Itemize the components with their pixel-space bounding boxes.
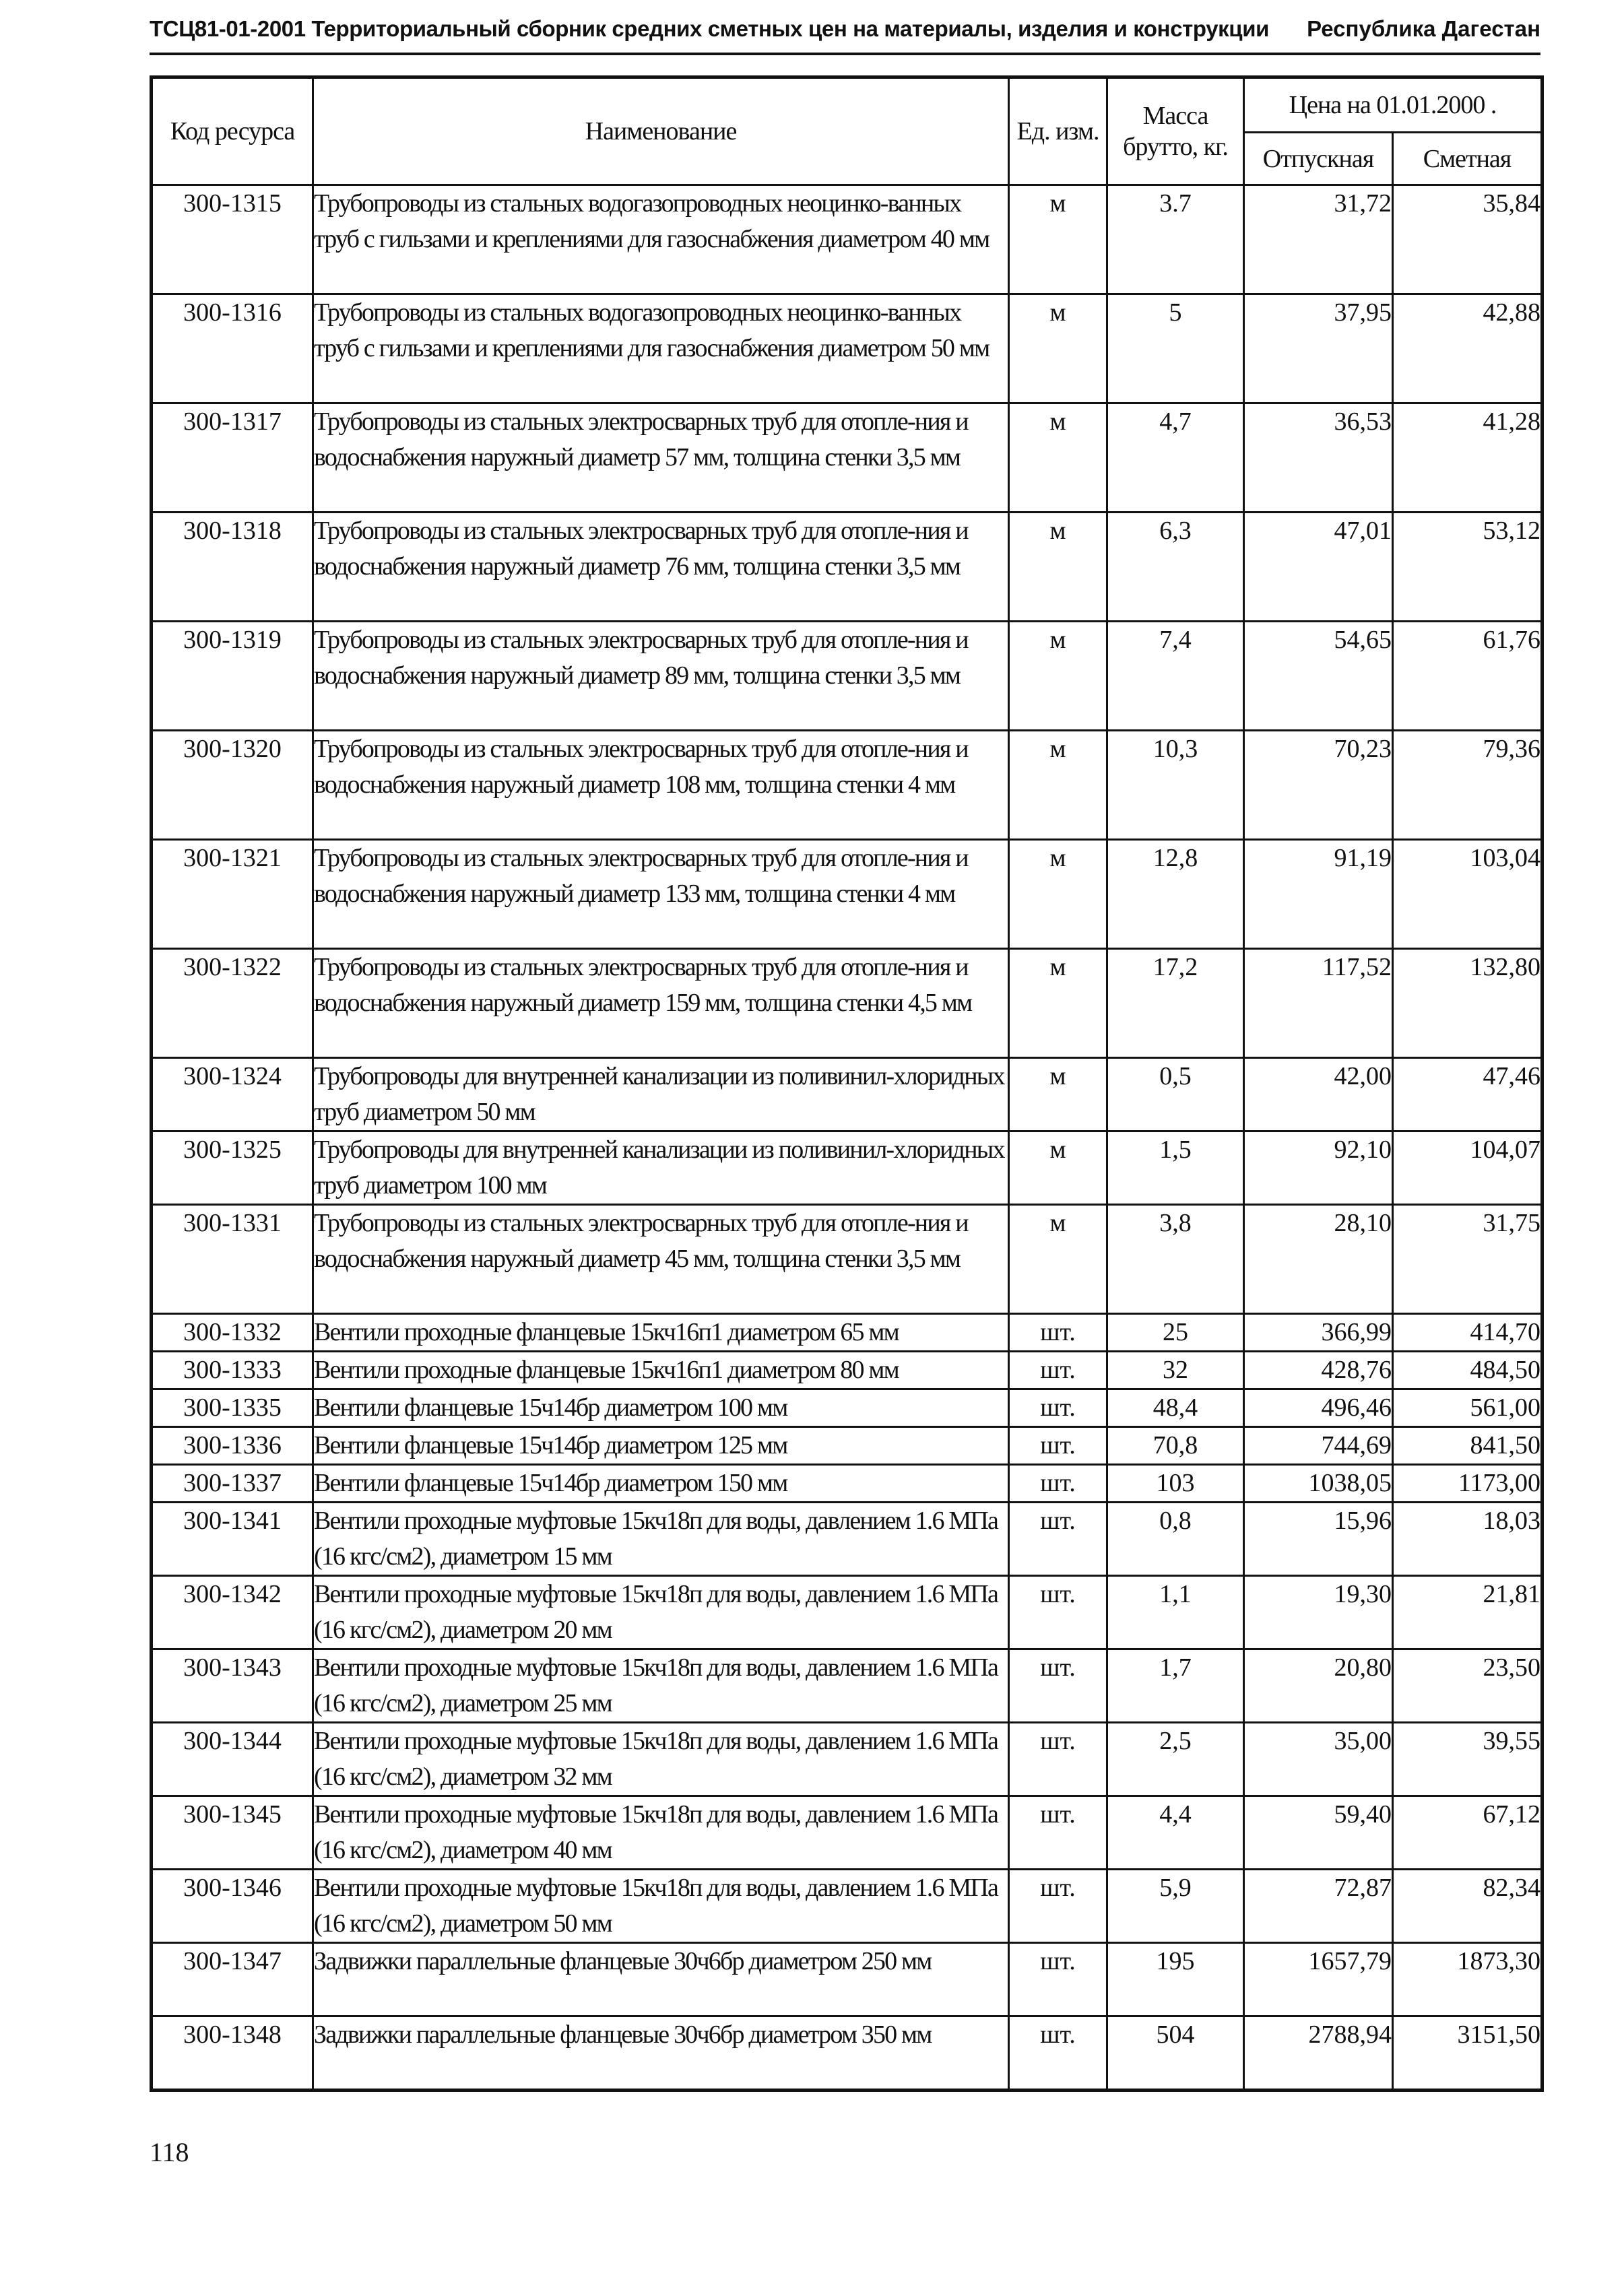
unit-cell: шт. bbox=[1009, 1389, 1107, 1427]
estimate-price: 1173,00 bbox=[1393, 1465, 1542, 1503]
resource-name: Трубопроводы из стальных электросварных труб для отопле-ния и водоснабжения наружный диаметр 57 мм, толщина стенки 3,5 мм bbox=[313, 403, 1009, 513]
resource-name: Вентили проходные муфтовые 15кч18п для воды, давлением 1.6 МПа (16 кгс/см2), диаметром 32 мм bbox=[313, 1723, 1009, 1796]
estimate-price: 3151,50 bbox=[1393, 2016, 1542, 2091]
header-price-release: Отпускная bbox=[1244, 133, 1393, 185]
resource-name: Вентили проходные фланцевые 15кч16п1 диаметром 65 мм bbox=[313, 1314, 1009, 1352]
release-price: 428,76 bbox=[1244, 1352, 1393, 1389]
table-row bbox=[152, 513, 1542, 622]
release-price: 59,40 bbox=[1244, 1796, 1393, 1870]
estimate-price: 61,76 bbox=[1393, 622, 1542, 731]
estimate-price: 484,50 bbox=[1393, 1352, 1542, 1389]
estimate-price: 35,84 bbox=[1393, 185, 1542, 294]
unit-cell: шт. bbox=[1009, 1427, 1107, 1465]
resource-name: Трубопроводы для внутренней канализации из поливинил-хлоридных труб диаметром 50 мм bbox=[313, 1058, 1009, 1131]
mass-cell: 3.7 bbox=[1107, 185, 1244, 294]
unit-cell: шт. bbox=[1009, 2016, 1107, 2091]
unit-cell: шт. bbox=[1009, 1465, 1107, 1503]
resource-code: 300-1346 bbox=[152, 1870, 313, 1943]
resource-code: 300-1344 bbox=[152, 1723, 313, 1796]
resource-name: Вентили проходные муфтовые 15кч18п для воды, давлением 1.6 МПа (16 кгс/см2), диаметром 25 мм bbox=[313, 1649, 1009, 1723]
mass-cell: 3,8 bbox=[1107, 1205, 1244, 1314]
table-row bbox=[152, 185, 1542, 294]
mass-cell: 4,7 bbox=[1107, 403, 1244, 513]
resource-code: 300-1342 bbox=[152, 1576, 313, 1649]
release-price: 92,10 bbox=[1244, 1131, 1393, 1205]
resource-code: 300-1315 bbox=[152, 185, 313, 294]
resource-code: 300-1324 bbox=[152, 1058, 313, 1131]
unit-cell: м bbox=[1009, 513, 1107, 622]
unit-cell: шт. bbox=[1009, 1796, 1107, 1870]
resource-name: Задвижки параллельные фланцевые 30ч6бр диаметром 250 мм bbox=[313, 1943, 1009, 2016]
mass-cell: 32 bbox=[1107, 1352, 1244, 1389]
release-price: 72,87 bbox=[1244, 1870, 1393, 1943]
table-row bbox=[152, 1723, 1542, 1796]
table-row bbox=[152, 1314, 1542, 1352]
unit-cell: м bbox=[1009, 185, 1107, 294]
resource-code: 300-1348 bbox=[152, 2016, 313, 2091]
unit-cell: шт. bbox=[1009, 1870, 1107, 1943]
resource-code: 300-1317 bbox=[152, 403, 313, 513]
table-row bbox=[152, 1870, 1542, 1943]
resource-name: Вентили проходные муфтовые 15кч18п для воды, давлением 1.6 МПа (16 кгс/см2), диаметром 20 мм bbox=[313, 1576, 1009, 1649]
resource-code: 300-1320 bbox=[152, 731, 313, 840]
estimate-price: 21,81 bbox=[1393, 1576, 1542, 1649]
unit-cell: м bbox=[1009, 1058, 1107, 1131]
release-price: 15,96 bbox=[1244, 1503, 1393, 1576]
estimate-price: 39,55 bbox=[1393, 1723, 1542, 1796]
resource-code: 300-1345 bbox=[152, 1796, 313, 1870]
table-row bbox=[152, 731, 1542, 840]
resource-code: 300-1332 bbox=[152, 1314, 313, 1352]
header-price-estimate: Сметная bbox=[1393, 133, 1542, 185]
mass-cell: 12,8 bbox=[1107, 840, 1244, 949]
table-row bbox=[152, 840, 1542, 949]
resource-name: Трубопроводы для внутренней канализации из поливинил-хлоридных труб диаметром 100 мм bbox=[313, 1131, 1009, 1205]
resource-name: Трубопроводы из стальных электросварных труб для отопле-ния и водоснабжения наружный диаметр 89 мм, толщина стенки 3,5 мм bbox=[313, 622, 1009, 731]
estimate-price: 47,46 bbox=[1393, 1058, 1542, 1131]
estimate-price: 18,03 bbox=[1393, 1503, 1542, 1576]
unit-cell: шт. bbox=[1009, 1649, 1107, 1723]
resource-code: 300-1336 bbox=[152, 1427, 313, 1465]
resource-code: 300-1316 bbox=[152, 294, 313, 403]
resource-name: Трубопроводы из стальных электросварных труб для отопле-ния и водоснабжения наружный диаметр 159 мм, толщина стенки 4,5 мм bbox=[313, 949, 1009, 1058]
table-row bbox=[152, 403, 1542, 513]
unit-cell: шт. bbox=[1009, 1943, 1107, 2016]
table-row bbox=[152, 1427, 1542, 1465]
release-price: 35,00 bbox=[1244, 1723, 1393, 1796]
mass-cell: 1,1 bbox=[1107, 1576, 1244, 1649]
release-price: 744,69 bbox=[1244, 1427, 1393, 1465]
resource-code: 300-1341 bbox=[152, 1503, 313, 1576]
table-row bbox=[152, 1576, 1542, 1649]
resource-name: Трубопроводы из стальных водогазопроводных неоцинко-ванных труб с гильзами и креплениями для газоснабжения диаметром 40 мм bbox=[313, 185, 1009, 294]
resource-code: 300-1335 bbox=[152, 1389, 313, 1427]
unit-cell: м bbox=[1009, 622, 1107, 731]
unit-cell: шт. bbox=[1009, 1723, 1107, 1796]
mass-cell: 6,3 bbox=[1107, 513, 1244, 622]
estimate-price: 31,75 bbox=[1393, 1205, 1542, 1314]
table-row bbox=[152, 1649, 1542, 1723]
resource-code: 300-1322 bbox=[152, 949, 313, 1058]
release-price: 31,72 bbox=[1244, 185, 1393, 294]
release-price: 366,99 bbox=[1244, 1314, 1393, 1352]
table-row bbox=[152, 622, 1542, 731]
release-price: 54,65 bbox=[1244, 622, 1393, 731]
mass-cell: 195 bbox=[1107, 1943, 1244, 2016]
header-price: Цена на 01.01.2000 . bbox=[1244, 77, 1542, 133]
resource-name: Вентили проходные фланцевые 15кч16п1 диаметром 80 мм bbox=[313, 1352, 1009, 1389]
table-row bbox=[152, 2016, 1542, 2091]
release-price: 37,95 bbox=[1244, 294, 1393, 403]
resource-code: 300-1333 bbox=[152, 1352, 313, 1389]
resource-name: Вентили проходные муфтовые 15кч18п для воды, давлением 1.6 МПа (16 кгс/см2), диаметром 15 мм bbox=[313, 1503, 1009, 1576]
estimate-price: 23,50 bbox=[1393, 1649, 1542, 1723]
table-body bbox=[152, 185, 1542, 2091]
unit-cell: м bbox=[1009, 840, 1107, 949]
unit-cell: м bbox=[1009, 294, 1107, 403]
release-price: 70,23 bbox=[1244, 731, 1393, 840]
page-header bbox=[150, 15, 1540, 55]
mass-cell: 1,7 bbox=[1107, 1649, 1244, 1723]
unit-cell: шт. bbox=[1009, 1503, 1107, 1576]
resource-code: 300-1347 bbox=[152, 1943, 313, 2016]
release-price: 2788,94 bbox=[1244, 2016, 1393, 2091]
estimate-price: 841,50 bbox=[1393, 1427, 1542, 1465]
header-mass: Масса брутто, кг. bbox=[1107, 77, 1244, 185]
release-price: 1657,79 bbox=[1244, 1943, 1393, 2016]
table-row bbox=[152, 1465, 1542, 1503]
resource-code: 300-1337 bbox=[152, 1465, 313, 1503]
unit-cell: шт. bbox=[1009, 1576, 1107, 1649]
release-price: 42,00 bbox=[1244, 1058, 1393, 1131]
unit-cell: шт. bbox=[1009, 1314, 1107, 1352]
resource-name: Трубопроводы из стальных водогазопроводных неоцинко-ванных труб с гильзами и креплениями для газоснабжения диаметром 50 мм bbox=[313, 294, 1009, 403]
table-row bbox=[152, 1389, 1542, 1427]
resource-code: 300-1319 bbox=[152, 622, 313, 731]
resource-name: Вентили фланцевые 15ч14бр диаметром 150 мм bbox=[313, 1465, 1009, 1503]
resource-name: Вентили фланцевые 15ч14бр диаметром 100 мм bbox=[313, 1389, 1009, 1427]
resource-code: 300-1331 bbox=[152, 1205, 313, 1314]
release-price: 28,10 bbox=[1244, 1205, 1393, 1314]
header-code: Код ресурса bbox=[152, 77, 313, 185]
mass-cell: 1,5 bbox=[1107, 1131, 1244, 1205]
estimate-price: 41,28 bbox=[1393, 403, 1542, 513]
release-price: 91,19 bbox=[1244, 840, 1393, 949]
table-row bbox=[152, 949, 1542, 1058]
mass-cell: 0,5 bbox=[1107, 1058, 1244, 1131]
resource-name: Трубопроводы из стальных электросварных труб для отопле-ния и водоснабжения наружный диаметр 108 мм, толщина стенки 4 мм bbox=[313, 731, 1009, 840]
estimate-price: 103,04 bbox=[1393, 840, 1542, 949]
resource-name: Вентили проходные муфтовые 15кч18п для воды, давлением 1.6 МПа (16 кгс/см2), диаметром 40 мм bbox=[313, 1796, 1009, 1870]
table-row bbox=[152, 1205, 1542, 1314]
mass-cell: 5,9 bbox=[1107, 1870, 1244, 1943]
unit-cell: м bbox=[1009, 403, 1107, 513]
mass-cell: 25 bbox=[1107, 1314, 1244, 1352]
unit-cell: шт. bbox=[1009, 1352, 1107, 1389]
price-table bbox=[150, 75, 1544, 2092]
estimate-price: 82,34 bbox=[1393, 1870, 1542, 1943]
resource-code: 300-1343 bbox=[152, 1649, 313, 1723]
table-row bbox=[152, 1058, 1542, 1131]
unit-cell: м bbox=[1009, 731, 1107, 840]
mass-cell: 4,4 bbox=[1107, 1796, 1244, 1870]
mass-cell: 17,2 bbox=[1107, 949, 1244, 1058]
mass-cell: 504 bbox=[1107, 2016, 1244, 2091]
release-price: 20,80 bbox=[1244, 1649, 1393, 1723]
resource-name: Вентили проходные муфтовые 15кч18п для воды, давлением 1.6 МПа (16 кгс/см2), диаметром 50 мм bbox=[313, 1870, 1009, 1943]
estimate-price: 53,12 bbox=[1393, 513, 1542, 622]
table-row bbox=[152, 1796, 1542, 1870]
mass-cell: 5 bbox=[1107, 294, 1244, 403]
header-name: Наименование bbox=[313, 77, 1009, 185]
estimate-price: 42,88 bbox=[1393, 294, 1542, 403]
estimate-price: 132,80 bbox=[1393, 949, 1542, 1058]
resource-code: 300-1325 bbox=[152, 1131, 313, 1205]
estimate-price: 414,70 bbox=[1393, 1314, 1542, 1352]
mass-cell: 103 bbox=[1107, 1465, 1244, 1503]
table-row bbox=[152, 294, 1542, 403]
estimate-price: 561,00 bbox=[1393, 1389, 1542, 1427]
unit-cell: м bbox=[1009, 949, 1107, 1058]
table-row bbox=[152, 1943, 1542, 2016]
resource-code: 300-1318 bbox=[152, 513, 313, 622]
mass-cell: 7,4 bbox=[1107, 622, 1244, 731]
release-price: 47,01 bbox=[1244, 513, 1393, 622]
table-row bbox=[152, 1503, 1542, 1576]
estimate-price: 104,07 bbox=[1393, 1131, 1542, 1205]
table-row bbox=[152, 1352, 1542, 1389]
collection-title: ТСЦ81-01-2001 Территориальный сборник средних сметных цен на материалы, изделия и конструкции bbox=[150, 16, 1269, 41]
release-price: 496,46 bbox=[1244, 1389, 1393, 1427]
release-price: 36,53 bbox=[1244, 403, 1393, 513]
estimate-price: 79,36 bbox=[1393, 731, 1542, 840]
mass-cell: 10,3 bbox=[1107, 731, 1244, 840]
unit-cell: м bbox=[1009, 1205, 1107, 1314]
mass-cell: 48,4 bbox=[1107, 1389, 1244, 1427]
mass-cell: 70,8 bbox=[1107, 1427, 1244, 1465]
resource-name: Вентили фланцевые 15ч14бр диаметром 125 мм bbox=[313, 1427, 1009, 1465]
region-name: Республика Дагестан bbox=[1307, 16, 1540, 41]
table-row bbox=[152, 1131, 1542, 1205]
mass-cell: 0,8 bbox=[1107, 1503, 1244, 1576]
resource-name: Задвижки параллельные фланцевые 30ч6бр диаметром 350 мм bbox=[313, 2016, 1009, 2091]
estimate-price: 67,12 bbox=[1393, 1796, 1542, 1870]
mass-cell: 2,5 bbox=[1107, 1723, 1244, 1796]
estimate-price: 1873,30 bbox=[1393, 1943, 1542, 2016]
page-number: 118 bbox=[150, 2137, 189, 2167]
resource-name: Трубопроводы из стальных электросварных труб для отопле-ния и водоснабжения наружный диаметр 45 мм, толщина стенки 3,5 мм bbox=[313, 1205, 1009, 1314]
resource-name: Трубопроводы из стальных электросварных труб для отопле-ния и водоснабжения наружный диаметр 133 мм, толщина стенки 4 мм bbox=[313, 840, 1009, 949]
header-unit: Ед. изм. bbox=[1009, 77, 1107, 185]
release-price: 1038,05 bbox=[1244, 1465, 1393, 1503]
release-price: 117,52 bbox=[1244, 949, 1393, 1058]
resource-code: 300-1321 bbox=[152, 840, 313, 949]
resource-name: Трубопроводы из стальных электросварных труб для отопле-ния и водоснабжения наружный диаметр 76 мм, толщина стенки 3,5 мм bbox=[313, 513, 1009, 622]
release-price: 19,30 bbox=[1244, 1576, 1393, 1649]
unit-cell: м bbox=[1009, 1131, 1107, 1205]
